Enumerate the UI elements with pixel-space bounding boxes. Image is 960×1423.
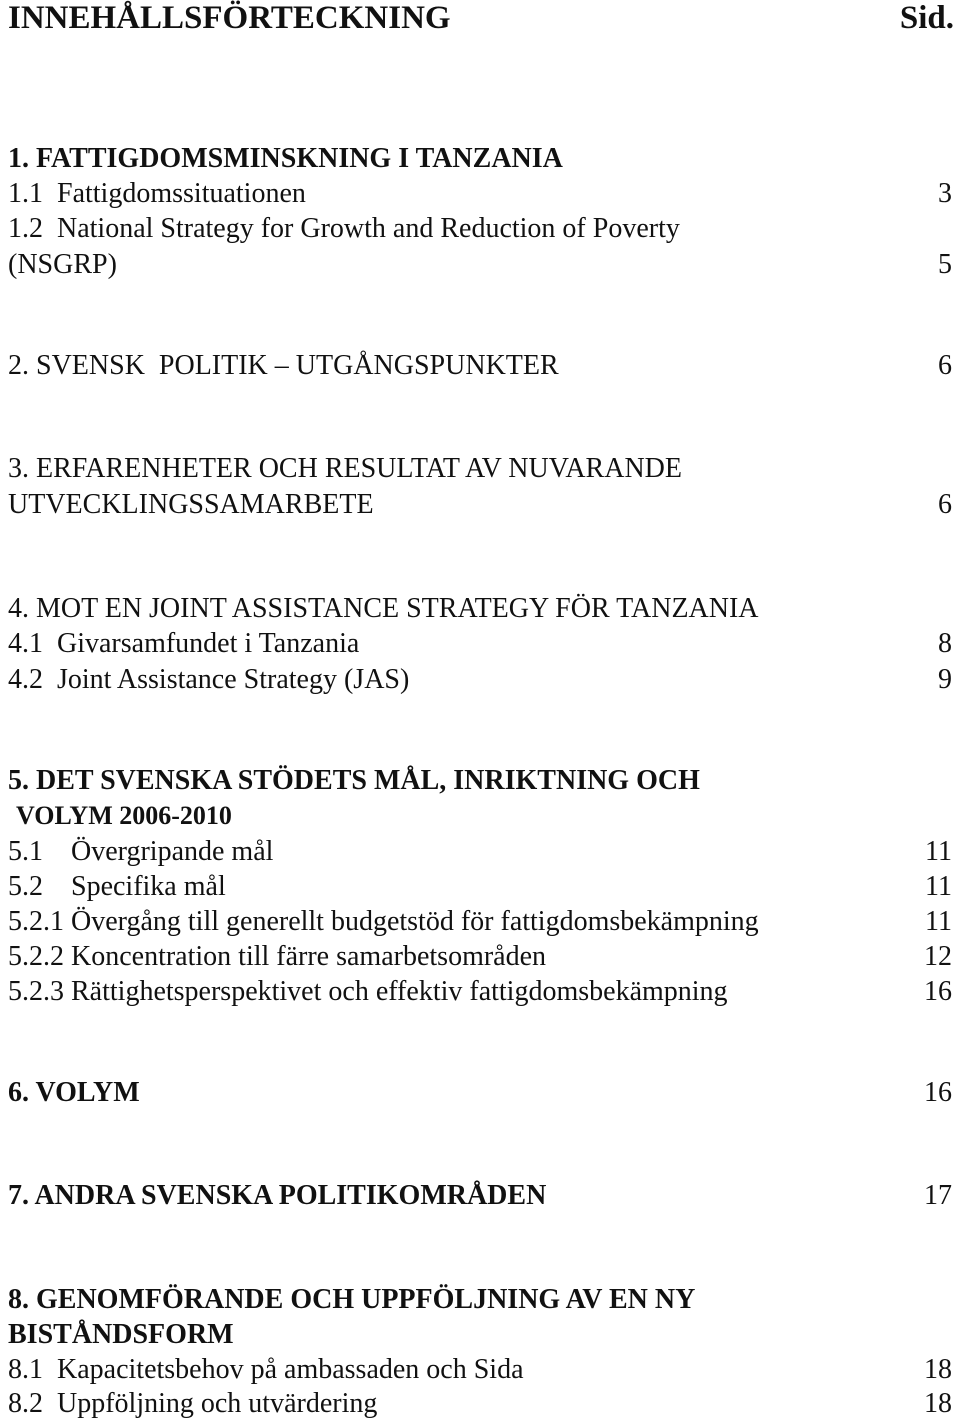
- toc-entry-text: 8.2 Uppföljning och utvärdering: [8, 1388, 378, 1419]
- toc-entry[interactable]: [0, 1319, 960, 1355]
- toc-entry[interactable]: [0, 1284, 960, 1320]
- toc-entry-text: 4.1 Givarsamfundet i Tanzania: [8, 628, 360, 659]
- toc-entry-text: 8. GENOMFÖRANDE OCH UPPFÖLJNING AV EN NY: [8, 1284, 696, 1315]
- toc-entry-text: 5.2.3 Rättighetsperspektivet och effektiv fattigdomsbekämpning: [8, 976, 728, 1007]
- toc-entry-page: 8: [938, 628, 952, 659]
- toc-entry[interactable]: [0, 213, 960, 249]
- toc-entry[interactable]: [0, 489, 960, 525]
- toc-entry-page: 6: [938, 489, 952, 520]
- toc-entry-text: 7. ANDRA SVENSKA POLITIKOMRÅDEN: [8, 1180, 547, 1211]
- toc-entry-text: 4.2 Joint Assistance Strategy (JAS): [8, 664, 410, 695]
- toc-entry[interactable]: [0, 593, 960, 629]
- toc-entry[interactable]: [0, 664, 960, 700]
- toc-entry-text: 1.2 National Strategy for Growth and Reduction of Poverty: [8, 213, 680, 244]
- toc-entry-page: 5: [938, 249, 952, 280]
- toc-entry-text: 3. ERFARENHETER OCH RESULTAT AV NUVARANDE: [8, 453, 682, 484]
- toc-entry-text: 5.1 Övergripande mål: [8, 836, 274, 867]
- toc-title-row: [0, 0, 960, 40]
- page-column-header: Sid.: [899, 0, 954, 36]
- toc-entry-text: 6. VOLYM: [8, 1077, 140, 1108]
- toc-entry-page: 3: [938, 178, 952, 209]
- toc-entry[interactable]: [0, 906, 960, 942]
- toc-entry-text: (NSGRP): [8, 249, 117, 280]
- toc-entry-page: 11: [925, 836, 952, 867]
- toc-entry[interactable]: [0, 836, 960, 872]
- toc-entry-page: 18: [924, 1388, 952, 1419]
- toc-entry-text: 1. FATTIGDOMSMINSKNING I TANZANIA: [8, 143, 563, 174]
- toc-entry-text: BISTÅNDSFORM: [8, 1319, 234, 1350]
- toc-entry-page: 6: [938, 350, 952, 381]
- toc-entry-page: 11: [925, 906, 952, 937]
- toc-entry[interactable]: [0, 350, 960, 386]
- toc-entry[interactable]: [0, 976, 960, 1012]
- toc-entry-text: 5.2 Specifika mål: [8, 871, 226, 902]
- toc-entry-text: 5.2.1 Övergång till generellt budgetstöd för fattigdomsbekämpning: [8, 906, 759, 937]
- toc-entry[interactable]: [0, 801, 960, 837]
- toc-entry-text: UTVECKLINGSSAMARBETE: [8, 489, 374, 520]
- toc-entry-page: 12: [924, 941, 952, 972]
- toc-entry-text: VOLYM 2006-2010: [16, 801, 232, 830]
- toc-entry-page: 9: [938, 664, 952, 695]
- toc-entry-page: 16: [924, 1077, 952, 1108]
- toc-entry[interactable]: [0, 178, 960, 214]
- toc-entry-text: 5. DET SVENSKA STÖDETS MÅL, INRIKTNING OCH: [8, 765, 700, 796]
- toc-entry-text: 5.2.2 Koncentration till färre samarbetsområden: [8, 941, 547, 972]
- toc-entry[interactable]: [0, 628, 960, 664]
- toc-entry[interactable]: [0, 871, 960, 907]
- toc-entry-page: 16: [924, 976, 952, 1007]
- toc-entry-text: 8.1 Kapacitetsbehov på ambassaden och Sida: [8, 1354, 524, 1385]
- toc-entry[interactable]: [0, 1354, 960, 1390]
- toc-entry[interactable]: [0, 1077, 960, 1113]
- toc-entry-page: 11: [925, 871, 952, 902]
- toc-entry[interactable]: [0, 249, 960, 285]
- toc-entry-page: 18: [924, 1354, 952, 1385]
- toc-entry[interactable]: [0, 1180, 960, 1216]
- toc-entry[interactable]: [0, 1388, 960, 1423]
- toc-title: INNEHÅLLSFÖRTECKNING: [8, 0, 451, 36]
- toc-entry-text: 1.1 Fattigdomssituationen: [8, 178, 306, 209]
- toc-entry[interactable]: [0, 765, 960, 801]
- toc-entry-text: 2. SVENSK POLITIK – UTGÅNGSPUNKTER: [8, 350, 559, 381]
- toc-entry[interactable]: [0, 941, 960, 977]
- toc-entry[interactable]: [0, 143, 960, 179]
- toc-entry[interactable]: [0, 453, 960, 489]
- toc-entry-text: 4. MOT EN JOINT ASSISTANCE STRATEGY FÖR TANZANIA: [8, 593, 759, 624]
- toc-entry-page: 17: [924, 1180, 952, 1211]
